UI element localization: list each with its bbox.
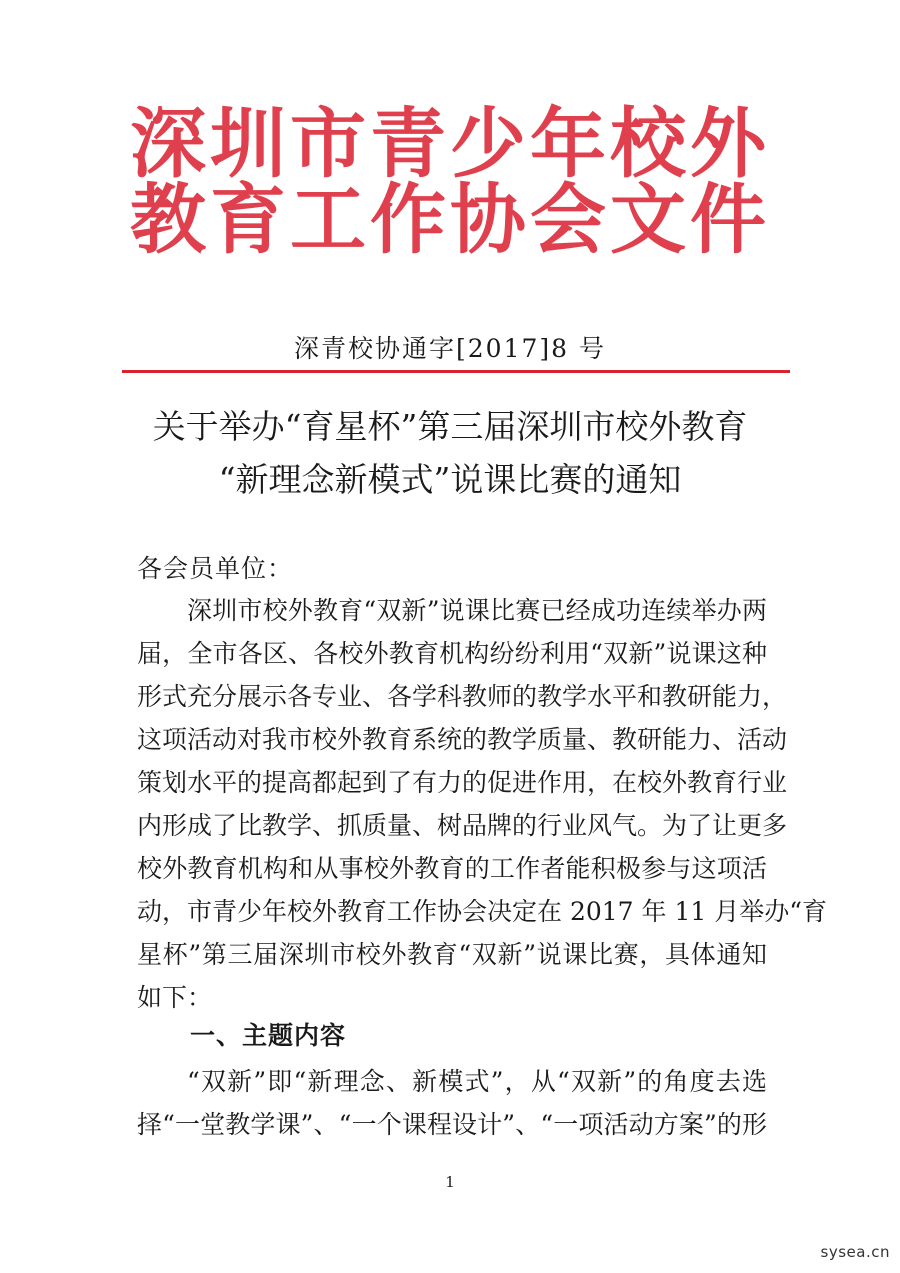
paragraph-line: 这项活动对我市校外教育系统的教学质量、教研能力、活动 xyxy=(137,725,788,754)
section-line: “双新”即“新理念、新模式”，从“双新”的角度去选 xyxy=(187,1067,767,1096)
paragraph-line: 深圳市校外教育“双新”说课比赛已经成功连续举办两 xyxy=(187,596,767,625)
paragraph-line: 校外教育机构和从事校外教育的工作者能积极参与这项活 xyxy=(137,854,767,883)
paragraph-line: 届，全市各区、各校外教育机构纷纷利用“双新”说课这种 xyxy=(137,639,767,668)
watermark: sysea.cn xyxy=(820,1243,890,1261)
salutation: 各会员单位： xyxy=(137,554,294,583)
paragraph-line: 策划水平的提高都起到了有力的促进作用，在校外教育行业 xyxy=(137,768,788,797)
notice-title-line-2: “新理念新模式”说课比赛的通知 xyxy=(218,460,682,499)
page-number: 1 xyxy=(445,1173,455,1191)
document-number: 深青校协通字[2017]8 号 xyxy=(294,334,606,363)
section-line: 择“一堂教学课”、“一个课程设计”、“一项活动方案”的形 xyxy=(137,1110,767,1139)
issuer-title-line-2: 教育工作协会文件 xyxy=(130,175,770,264)
paragraph-line: 形式充分展示各专业、各学科教师的教学水平和教研能力， xyxy=(137,682,788,711)
section-heading: 一、主题内容 xyxy=(190,1021,347,1050)
red-divider xyxy=(122,370,790,373)
paragraph-line: 内形成了比教学、抓质量、树品牌的行业风气。为了让更多 xyxy=(137,811,788,840)
paragraph-line: 如下： xyxy=(137,983,213,1012)
issuer-title-line-1: 深圳市青少年校外 xyxy=(130,99,770,188)
notice-title-line-1: 关于举办“育星杯”第三届深圳市校外教育 xyxy=(152,407,748,446)
paragraph-line: 星杯”第三届深圳市校外教育“双新”说课比赛，具体通知 xyxy=(137,940,767,969)
paragraph-line: 动，市青少年校外教育工作协会决定在 2017 年 11 月举办“育 xyxy=(137,897,828,926)
